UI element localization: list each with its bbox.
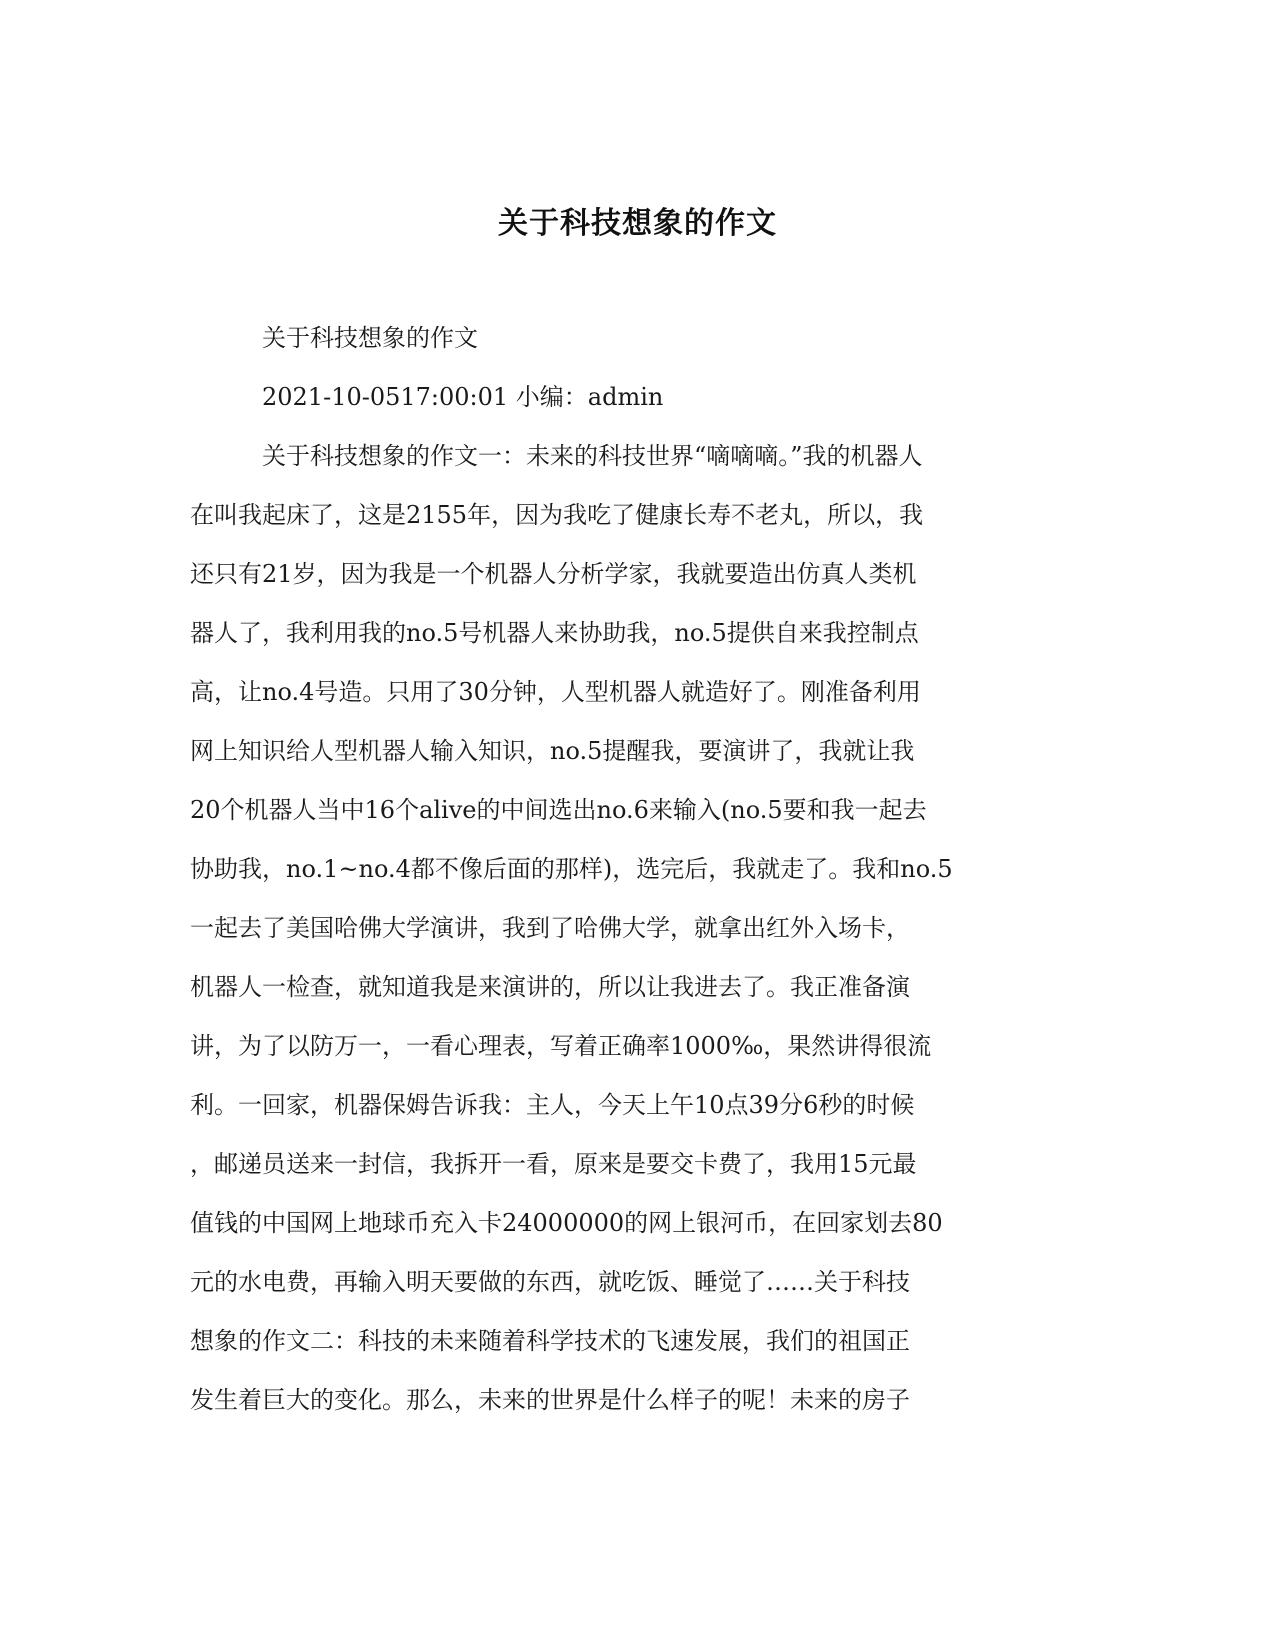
line-text: 值钱的中国网上地球币充入卡24000000的网上银河币，在回家划去80 xyxy=(190,1209,943,1237)
paragraph-line xyxy=(190,1321,1090,1361)
paragraph-line xyxy=(190,1203,1090,1243)
line-text: 关于科技想象的作文一：未来的科技世界“嘀嘀嘀。”我的机器人 xyxy=(262,442,923,470)
paragraph-line xyxy=(190,1085,1090,1125)
line-text: 想象的作文二：科技的未来随着科学技术的飞速发展，我们的祖国正 xyxy=(190,1327,910,1355)
document-subtitle xyxy=(262,318,1090,358)
line-text: 发生着巨大的变化。那么，未来的世界是什么样子的呢！未来的房子 xyxy=(190,1386,910,1414)
subtitle-text: 关于科技想象的作文 xyxy=(262,324,478,352)
line-text: ，邮递员送来一封信，我拆开一看，原来是要交卡费了，我用15元最 xyxy=(190,1150,917,1178)
paragraph-line xyxy=(190,554,1090,594)
document-meta xyxy=(262,377,1090,417)
line-text: 协助我，no.1~no.4都不像后面的那样)，选完后，我就走了。我和no.5 xyxy=(190,855,953,883)
line-text: 器人了，我利用我的no.5号机器人来协助我，no.5提供自来我控制点 xyxy=(190,619,919,647)
line-text: 讲，为了以防万一，一看心理表，写着正确率1000‰，果然讲得很流 xyxy=(190,1032,932,1060)
line-text: 机器人一检查，就知道我是来演讲的，所以让我进去了。我正准备演 xyxy=(190,973,910,1001)
paragraph-line xyxy=(262,436,1090,476)
paragraph-line xyxy=(190,1026,1090,1066)
document-title: 关于科技想象的作文 xyxy=(498,206,777,241)
paragraph-line xyxy=(190,613,1090,653)
paragraph-line xyxy=(190,731,1090,771)
line-text: 元的水电费，再输入明天要做的东西，就吃饭、睡觉了……关于科技 xyxy=(190,1268,910,1296)
paragraph-line xyxy=(190,790,1090,830)
paragraph-line xyxy=(190,908,1090,948)
paragraph-line xyxy=(190,1262,1090,1302)
line-text: 在叫我起床了，这是2155年，因为我吃了健康长寿不老丸，所以，我 xyxy=(190,501,924,529)
line-text: 高，让no.4号造。只用了30分钟，人型机器人就造好了。刚准备利用 xyxy=(190,678,921,706)
meta-text: 2021-10-0517:00:01 小编：admin xyxy=(262,383,664,411)
line-text: 利。一回家，机器保姆告诉我：主人，今天上午10点39分6秒的时候 xyxy=(190,1091,915,1119)
paragraph-line xyxy=(190,849,1090,889)
paragraph-line xyxy=(190,495,1090,535)
paragraph-line xyxy=(190,1380,1090,1420)
line-text: 还只有21岁，因为我是一个机器人分析学家，我就要造出仿真人类机 xyxy=(190,560,917,588)
line-text: 20个机器人当中16个alive的中间选出no.6来输入(no.5要和我一起去 xyxy=(190,796,927,824)
line-text: 一起去了美国哈佛大学演讲，我到了哈佛大学，就拿出红外入场卡， xyxy=(190,914,910,942)
paragraph-line xyxy=(190,1144,1090,1184)
paragraph-line xyxy=(190,967,1090,1007)
paragraph-line xyxy=(190,672,1090,712)
line-text: 网上知识给人型机器人输入知识，no.5提醒我，要演讲了，我就让我 xyxy=(190,737,915,765)
